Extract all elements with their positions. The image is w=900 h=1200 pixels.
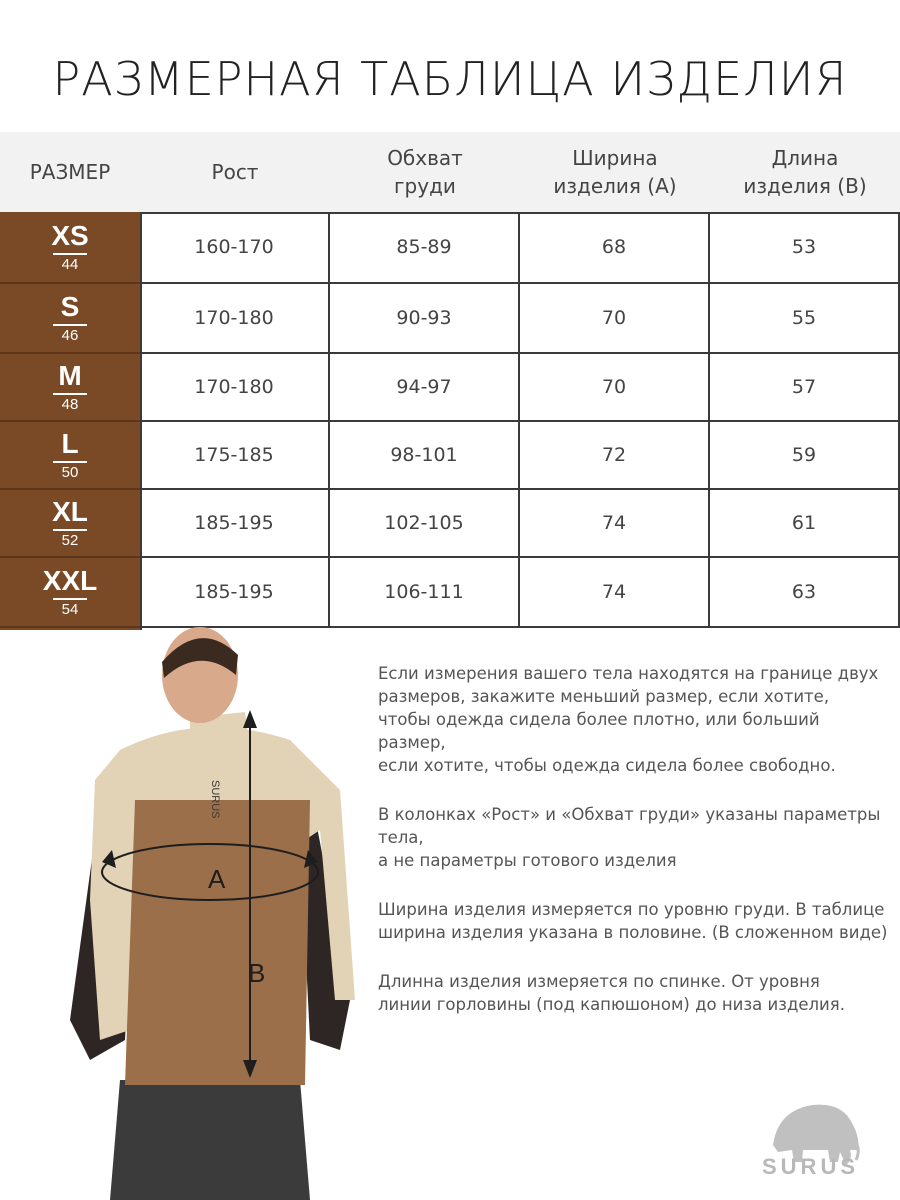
- table-cell-width: 74: [520, 490, 710, 558]
- size-code: L: [61, 427, 79, 459]
- size-code: XXL: [42, 564, 98, 596]
- table-cell-chest: 94-97: [330, 354, 520, 422]
- size-divider: [53, 461, 87, 463]
- table-cell-width: 68: [520, 212, 710, 284]
- table-cell-height: 160-170: [140, 212, 330, 284]
- notes: [378, 662, 888, 1042]
- table-cell-chest: 106-111: [330, 558, 520, 628]
- size-code: XL: [52, 495, 88, 527]
- size-code: S: [60, 290, 80, 322]
- table-cell-height: 175-185: [140, 422, 330, 490]
- table-cell-chest: 90-93: [330, 284, 520, 354]
- table-cell-length: 61: [710, 490, 900, 558]
- table-cell-height: 170-180: [140, 284, 330, 354]
- header-size: РАЗМЕР: [29, 160, 111, 184]
- model-figure: [40, 600, 370, 1200]
- size-label: [0, 354, 140, 422]
- size-ru-number: 52: [61, 531, 79, 549]
- size-ru-number: 48: [61, 395, 79, 413]
- size-divider: [53, 253, 87, 255]
- size-ru-number: 50: [61, 463, 79, 481]
- note-text: Ширина изделия измеряется по уровню груди. В таблице ширина изделия указана в половине. (В сложенном виде): [378, 900, 888, 942]
- brand-logo-text: SURUS: [762, 1154, 860, 1179]
- size-divider: [53, 393, 87, 395]
- size-ru-number: 44: [61, 255, 79, 273]
- table-cell-length: 59: [710, 422, 900, 490]
- header-height: Рост: [211, 160, 259, 184]
- size-code: XS: [51, 219, 89, 251]
- brown-body: [125, 800, 310, 1085]
- size-divider: [53, 324, 87, 326]
- size-table: [140, 212, 900, 630]
- table-cell-length: 57: [710, 354, 900, 422]
- size-label: [0, 422, 140, 490]
- table-cell-width: 72: [520, 422, 710, 490]
- table-cell-width: 74: [520, 558, 710, 628]
- table-cell-width: 70: [520, 354, 710, 422]
- header-width: Ширина изделия (A): [553, 146, 677, 198]
- table-border: [140, 212, 142, 630]
- table-cell-height: 185-195: [140, 558, 330, 628]
- label-b: B: [248, 958, 266, 988]
- page-title: РАЗМЕРНАЯ ТАБЛИЦА ИЗДЕЛИЯ: [52, 52, 848, 106]
- garment-brand-text: SURUS: [209, 780, 221, 819]
- size-label: [0, 284, 140, 354]
- note-text: Если измерения вашего тела находятся на границе двух размеров, закажите меньший размер, если хотите, чтобы одежда сидела более плотно, или больший размер, если хотите, чтобы одежда сидела более свободно.: [378, 664, 879, 775]
- table-cell-length: 63: [710, 558, 900, 628]
- size-label: [0, 212, 140, 284]
- table-cell-chest: 102-105: [330, 490, 520, 558]
- table-cell-width: 70: [520, 284, 710, 354]
- pants: [110, 1080, 310, 1200]
- note-text: В колонках «Рост» и «Обхват груди» указаны параметры тела, а не параметры готового изделия: [378, 805, 881, 870]
- table-cell-height: 170-180: [140, 354, 330, 422]
- table-cell-length: 55: [710, 284, 900, 354]
- table-cell-length: 53: [710, 212, 900, 284]
- header-length: Длина изделия (B): [743, 146, 867, 198]
- table-cell-chest: 98-101: [330, 422, 520, 490]
- size-ru-number: 46: [61, 326, 79, 344]
- table-cell-chest: 85-89: [330, 212, 520, 284]
- note-text: Длинна изделия измеряется по спинке. От уровня линии горловины (под капюшоном) до низа изделия.: [378, 972, 845, 1014]
- size-label: [0, 490, 140, 558]
- header-chest: Обхват груди: [387, 146, 463, 198]
- size-code: M: [58, 359, 82, 391]
- label-a: A: [208, 864, 226, 894]
- size-divider: [53, 529, 87, 531]
- table-cell-height: 185-195: [140, 490, 330, 558]
- size-ru-number: 54: [61, 600, 79, 618]
- table-border: [140, 212, 900, 214]
